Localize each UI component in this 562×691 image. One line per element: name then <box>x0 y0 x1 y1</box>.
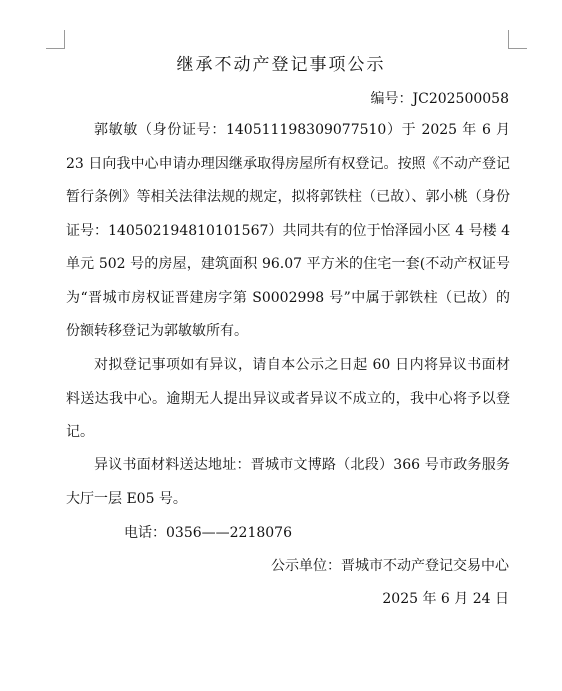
notice-title: 继承不动产登记事项公示 <box>176 55 386 75</box>
corner-mark-top-right <box>508 30 527 49</box>
paragraph-objection-address: 异议书面材料送达地址：晋城市文博路（北段）366 号市政务服务大厅一层 E05 号。 <box>66 457 510 507</box>
paragraph-objection-period: 对拟登记事项如有异议，请自本公示之日起 60 日内将异议书面材料送达我中心。逾期无人提出异议或者异议不成立的，我中心将予以登记。 <box>66 357 510 440</box>
contact-phone: 电话：0356——2218076 <box>124 525 292 541</box>
notice-date: 2025 年 6 月 24 日 <box>382 591 509 607</box>
document-number: 编号：JC202500058 <box>370 91 509 107</box>
issuing-unit: 公示单位：晋城市不动产登记交易中心 <box>271 558 509 574</box>
corner-mark-top-left <box>46 30 65 49</box>
paragraph-registration-details: 郭敏敏（身份证号：140511198309077510）于 2025 年 6 月 23 日向我中心申请办理因继承取得房屋所有权登记。按照《不动产登记暂行条例》等相关法律法规的规定，拟将郭铁柱（已故）、郭小桃（身份证号：140502194810101567）共同共有的位于怡泽园小区 4 号楼 4 单元 502 号的房屋，建筑面积 96.07 平方米的住宅一套(不动产权证号为“晋城市房权证晋建房字第 S0002998 号”中属于郭铁柱（已故）的份额转移登记为郭敏敏所有。 <box>66 122 510 339</box>
